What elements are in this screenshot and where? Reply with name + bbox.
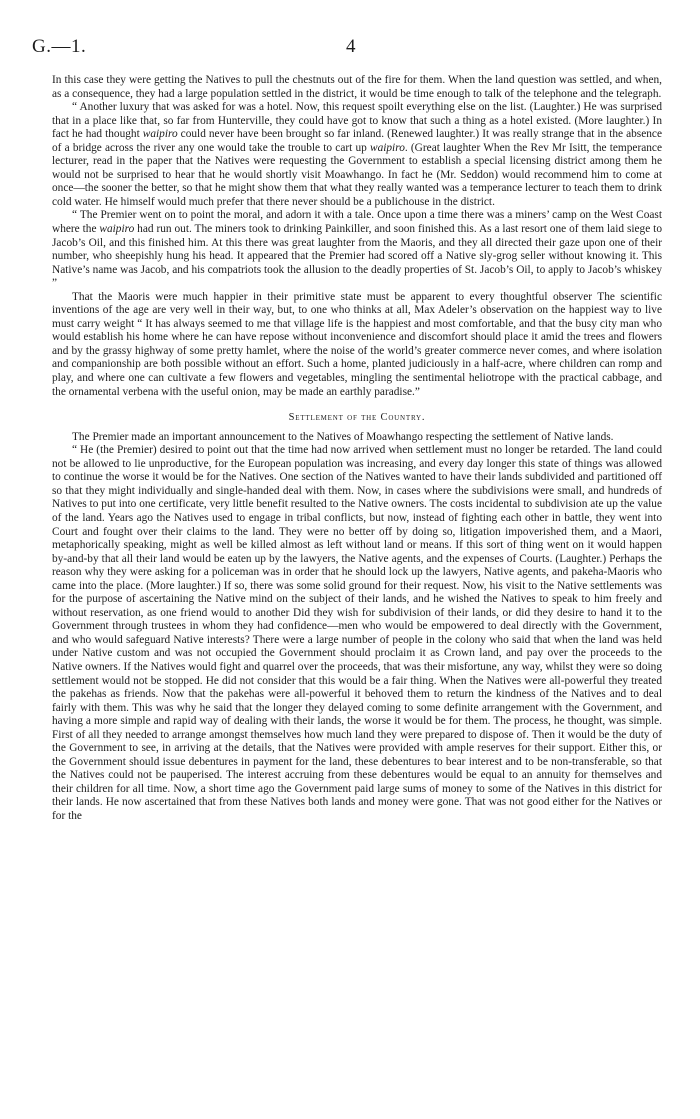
text-run: had run out. The miners took to drinking Painkiller, and soon finished this. As a last resort one of them laid siege to Jacob’s Oil, and this finished him. At this there was great laughter from the Maoris, and they all directed their gaze upon one of their number, who sheepishly hung his head. It appeared that the Premier had scored off a Native sly-grog seller without knowing it. This Native’s name was Jacob, and his compatriots took the allusion to the deadly properties of St. Jacob’s Oil, to apply to Jacob’s whiskey ”	[52, 223, 662, 290]
section-heading: Settlement of the Country.	[288, 412, 426, 424]
page-header	[32, 36, 662, 66]
text-run: “ The Premier went on to point the moral, and adorn it with a tale. Once upon a time there was a miners’ camp on the West Coast where the	[52, 209, 662, 236]
paragraph	[52, 431, 662, 445]
paragraphs-after-heading	[52, 431, 662, 824]
paragraphs-before-heading	[52, 74, 662, 399]
italic-term: waipiro	[370, 141, 405, 154]
article-body	[52, 74, 662, 824]
text-run: could never have been brought so far inland. (Renewed laughter.) It was really strange that in the absence of a bridge across the river any one would take the trouble to cart up	[52, 128, 662, 154]
page-number: 4	[346, 36, 356, 57]
paragraph	[52, 74, 662, 101]
text-run: The Premier made an important announcement to the Natives of Moawhango respecting the settlement of Native lands.	[72, 430, 614, 443]
paragraph	[52, 209, 662, 290]
text-run: “ Another luxury that was asked for was a hotel. Now, this request spoilt everything else on the list. (Laughter.) He was surprised that in a place like that, so far from Hunterville, they could have got to know that such a thing as a hotel existed. (More laughter.) In fact he had thought	[52, 101, 662, 141]
italic-term: waipiro	[142, 128, 178, 141]
text-run: “ He (the Premier) desired to point out that the time had now arrived when settlement must no longer be retarded. The land could not be allowed to lie unproductive, for the European population was increasing, and every day longer this state of things was allowed to continue the worse it would be for the Natives. One section of the Natives wanted to have their lands subdivided and partitioned off so that they might individually and single-handed deal with them. Now, in cases where the subdivisions were small, and hundreds of Natives to put into one certificate, very little benefit resulted to the Native owners. The costs incidental to subdivision ate up the value of the land. Years ago the Natives used to engage in tribal conflicts, but now, instead of fighting each other in battle, they went into Court and fought over their claims to the land. They were no better off by doing so, litigation impoverished them, and a Maori, metaphorically speaking, might as well be killed almost as left without land or means. If this sort of thing went on it would happen by-and-by that all their land would be eaten up by the lawyers, the Native agents, and the expenses of Courts. (Laughter.) Perhaps the reason why they were asking for a policeman was in order that he should lock up the lawyers, Native agents, and pakeha-Maoris who came into the place. (More laughter.) If so, there was some solid ground for their request. Now, his visit to the Native settlements was for the purpose of ascertaining the Native mind on the subject of their lands, and he wished the Natives to speak to him freely and without reservation, as one friend would to another Did they wish for subdivision of their lands, or did they desire to hand it to the Government through trustees in whom they had confidence—men who would be empowered to deal directly with the Government, and who would safeguard Native interests? There were a large number of people in the colony who said that when the land was held under Native custom and was not occupied the Government should proclaim it as Crown land, and pay over the proceeds to the Native owners. If the Natives would fight and quarrel over the proceeds, that was their misfortune, any way, whilst they were so doing settlement would not be stopped. He did not consider that this would be a fair thing. When the Natives were all-powerful they treated the pakehas as friends. Now that the pakehas were all-powerful it behoved them to return the kindness of the Natives and to deal fairly with them. This was why he said that the longer they delayed coming to some definite arrangement with the Government, and having a more simple and rapid way of dealing with their lands, the worse it would be for them. The process, he thought, was simple. First of all they needed to arrange amongst themselves how much land they were prepared to dispose of. Then it would be the duty of the Government to see, in arriving at the details, that the Natives were provided with ample reserves for their support. Either this, or the Government should issue debentures in payment for the land, these debentures to bear interest and to be non-transferable, so that the Natives could not be pauperised. The interest accruing from these debentures would be equal to an annuity for themselves and their children for all time. Now, a short time ago the Government paid large sums of money to some of the Natives in this district for their lands. He now ascertained that from these Natives both lands and money were gone. That was not good either for the Natives or for the	[52, 444, 662, 822]
paragraph	[52, 101, 662, 209]
document-reference: G.—1.	[32, 36, 87, 57]
text-run: In this case they were getting the Natives to pull the chestnuts out of the fire for them. When the land question was settled, and when, as a consequence, they had a large population settled in the district, it would be time enough to talk of the telephone and the telegraph.	[52, 74, 662, 100]
text-run: That the Maoris were much happier in their primitive state must be apparent to every thoughtful observer The scientific inventions of the age are very well in their way, but, to one who thinks at all, Max Adeler’s observation on the happiest way to live must carry weight “ It has always seemed to me that village life is the happiest and most comfortable, and that the busy city man who would establish his home where he can have repose without inconvenience and discomfort should place it amid the trees and flowers and by the grassy highway of some pretty hamlet, where the noise of the world’s greater commerce never comes, and where isolation and companionship are both possible without an effort. Such a home, planted judiciously in a half-acre, where children can romp and play, and where one can cultivate a few flowers and vegetables, mingling the sentimental heliotrope with the practical cabbage, and the ornamental verbena with the useful onion, may be made an earthly paradise.”	[52, 290, 662, 398]
italic-term: waipiro	[99, 223, 135, 236]
paragraph	[52, 291, 662, 399]
text-run: . (Great laughter When the Rev Mr Isitt, the temperance lecturer, read in the paper that the Natives were requesting the Government to establish a special licensing district among them he would not be surprised to hear that he would shortly visit Moawhango. In fact he (Mr. Seddon) would recommend him to come at once—the sooner the better, so that he might show them that what they really wanted was a temperance lecturer to teach them to drink cold water. He himself would much prefer that there never should be a publichouse in the district.	[52, 141, 663, 208]
paragraph	[52, 444, 662, 823]
